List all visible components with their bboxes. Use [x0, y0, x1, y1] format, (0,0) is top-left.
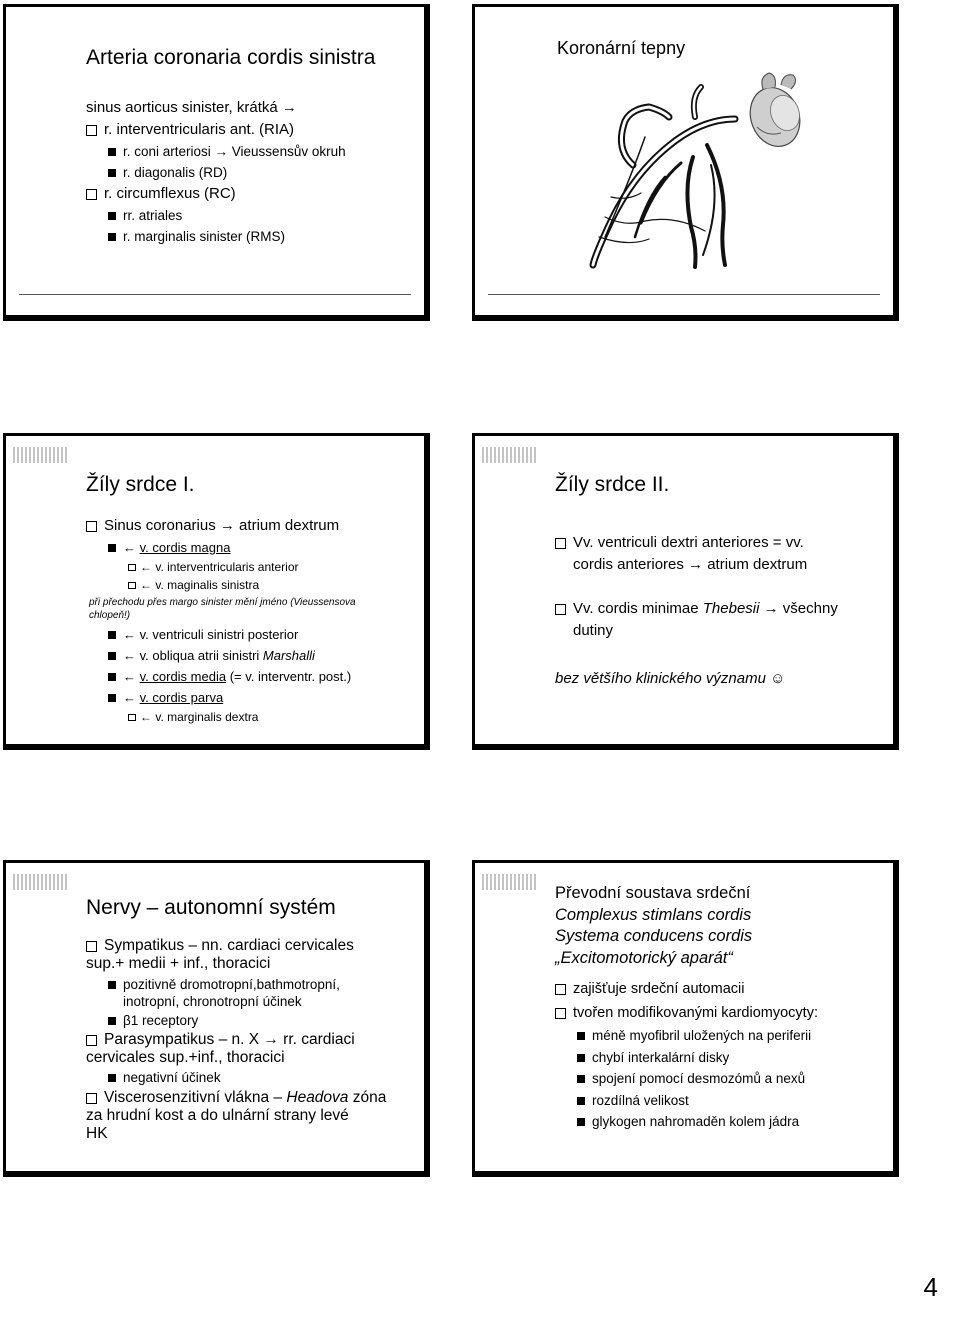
hollow-square-bullet-icon: [555, 604, 566, 615]
slide-title: Nervy – autonomní systém: [86, 896, 336, 919]
title-line: „Excitomotorický aparát“: [555, 948, 733, 967]
slide-content: [86, 937, 412, 1143]
footer-rule: [19, 294, 411, 295]
filled-square-bullet-icon: [108, 212, 116, 220]
filled-square-bullet-icon: [108, 981, 116, 989]
sub-bullet-item: negativní účinek: [86, 1067, 412, 1089]
spacer: [555, 576, 881, 598]
slide-prevodni-soustava: [472, 860, 899, 1177]
bullet-item: r. interventricularis ant. (RIA): [86, 119, 412, 141]
filled-square-bullet-icon: [108, 148, 116, 156]
filled-square-bullet-icon: [108, 544, 116, 552]
bullet-item: Vv. ventriculi dextri anteriores = vv.: [555, 532, 881, 554]
filled-square-bullet-icon: [108, 1074, 116, 1082]
hollow-square-bullet-icon: [555, 1008, 566, 1019]
bullet-item: Parasympatikus – n. X → rr. cardiaci: [86, 1031, 412, 1049]
slide-content: [555, 977, 881, 1133]
sub-bullet-item: β1 receptory: [86, 1010, 412, 1031]
sub-bullet-item: spojení pomocí desmozómů a nexů: [555, 1068, 881, 1090]
slide-title: Žíly srdce I.: [86, 473, 195, 496]
bullet-item-continuation: dutiny: [573, 622, 614, 639]
bullet-item: zajišťuje srdeční automacii: [555, 977, 881, 1001]
sub-sub-bullet-item: ← v. marginalis dextra: [86, 708, 412, 726]
filled-square-bullet-icon: [108, 673, 116, 681]
footer-rule: [488, 294, 880, 295]
sub-bullet-item: pozitivně dromotropní,bathmotropní,: [86, 976, 412, 993]
sub-bullet-item: r. diagonalis (RD): [86, 162, 412, 183]
bullet-item: tvořen modifikovanými kardiomyocyty:: [555, 1001, 881, 1025]
note-text: bez většího klinického významu ☺: [555, 670, 786, 687]
sub-bullet-item: ← v. cordis magna: [86, 537, 412, 558]
slide-koronarni-tepny: [472, 4, 899, 321]
sub-bullet-continuation: inotropní, chronotropní účinek: [123, 994, 302, 1009]
filled-square-bullet-icon: [577, 1032, 585, 1040]
sub-bullet-list: [555, 1025, 881, 1133]
bullet-item: Vv. cordis minimae Thebesii → všechny: [555, 598, 881, 620]
decorative-bars-icon: [12, 872, 70, 892]
slide-title: [555, 883, 752, 969]
hollow-square-bullet-icon: [128, 564, 136, 571]
sub-bullet-item: glykogen nahromaděn kolem jádra: [555, 1111, 881, 1133]
bullet-item: Sinus coronarius → atrium dextrum: [86, 515, 412, 537]
slide-title: Žíly srdce II.: [555, 473, 670, 496]
filled-square-bullet-icon: [577, 1075, 585, 1083]
slide-zily-srdce-2: [472, 433, 899, 750]
hollow-square-bullet-icon: [86, 941, 97, 952]
filled-square-bullet-icon: [577, 1054, 585, 1062]
bullet-item-continuation: cervicales sup.+inf., thoracici: [86, 1049, 285, 1066]
hollow-square-bullet-icon: [86, 521, 97, 532]
filled-square-bullet-icon: [108, 169, 116, 177]
decorative-bars-icon: [481, 872, 539, 892]
bullet-item: Viscerosenzitivní vlákna – Headova zóna: [86, 1089, 412, 1107]
filled-square-bullet-icon: [108, 1017, 116, 1025]
sub-bullet-item: ← v. cordis media (= v. interventr. post.): [86, 666, 412, 687]
slide-zily-srdce-1: [3, 433, 430, 750]
bullet-item-continuation: za hrudní kost a do ulnární strany levé: [86, 1107, 349, 1124]
sub-bullet-item: r. marginalis sinister (RMS): [86, 226, 412, 247]
filled-square-bullet-icon: [577, 1097, 585, 1105]
slide-title: Koronární tepny: [557, 38, 686, 58]
sub-sub-bullet-item: ← v. interventricularis anterior: [86, 558, 412, 576]
sub-bullet-item: rozdílná velikost: [555, 1090, 881, 1112]
filled-square-bullet-icon: [108, 631, 116, 639]
sub-bullet-item: ← v. cordis parva: [86, 687, 412, 708]
slide-content: [86, 97, 412, 247]
coronary-arteries-illustration: [585, 67, 885, 277]
slide-content: [86, 515, 412, 726]
hollow-square-bullet-icon: [128, 714, 136, 721]
hollow-square-bullet-icon: [86, 1093, 97, 1104]
page-number: 4: [923, 1272, 938, 1302]
hollow-square-bullet-icon: [86, 189, 97, 200]
slide-nervy: [3, 860, 430, 1177]
slide-content: [555, 532, 881, 690]
hollow-square-bullet-icon: [86, 1035, 97, 1046]
sub-bullet-item: rr. atriales: [86, 205, 412, 226]
filled-square-bullet-icon: [108, 652, 116, 660]
title-line: Complexus stimlans cordis: [555, 905, 752, 924]
decorative-bars-icon: [481, 445, 539, 465]
spacer: [555, 642, 881, 668]
heart-icon: [742, 73, 808, 153]
slide-title: Arteria coronaria cordis sinistra: [86, 46, 376, 69]
bullet-item: r. circumflexus (RC): [86, 183, 412, 205]
decorative-bars-icon: [12, 445, 70, 465]
slide-arteria-coronaria: [3, 4, 430, 321]
hollow-square-bullet-icon: [555, 984, 566, 995]
note-text: při přechodu přes margo sinister mění jméno (Vieussensova chlopeň!): [89, 597, 356, 621]
bullet-item-continuation: cordis anteriores → atrium dextrum: [573, 556, 808, 573]
filled-square-bullet-icon: [577, 1118, 585, 1126]
title-line: Převodní soustava srdeční: [555, 884, 751, 902]
hollow-square-bullet-icon: [128, 582, 136, 589]
bullet-item-continuation: sup.+ medii + inf., thoracici: [86, 955, 271, 972]
intro-line: sinus aorticus sinister, krátká →: [86, 99, 297, 116]
bullet-item-continuation: HK: [86, 1125, 108, 1142]
hollow-square-bullet-icon: [555, 538, 566, 549]
sub-sub-bullet-item: ← v. maginalis sinistra: [86, 576, 412, 594]
sub-bullet-item: méně myofibril uložených na periferii: [555, 1025, 881, 1047]
sub-bullet-item: ← v. obliqua atrii sinistri Marshalli: [86, 645, 412, 666]
hollow-square-bullet-icon: [86, 125, 97, 136]
sub-bullet-item: r. coni arteriosi → Vieussensův okruh: [86, 141, 412, 162]
title-line: Systema conducens cordis: [555, 927, 753, 945]
filled-square-bullet-icon: [108, 233, 116, 241]
sub-bullet-item: ← v. ventriculi sinistri posterior: [86, 624, 412, 645]
sub-bullet-item: chybí interkalární disky: [555, 1047, 881, 1069]
filled-square-bullet-icon: [108, 694, 116, 702]
bullet-item: Sympatikus – nn. cardiaci cervicales: [86, 937, 412, 955]
